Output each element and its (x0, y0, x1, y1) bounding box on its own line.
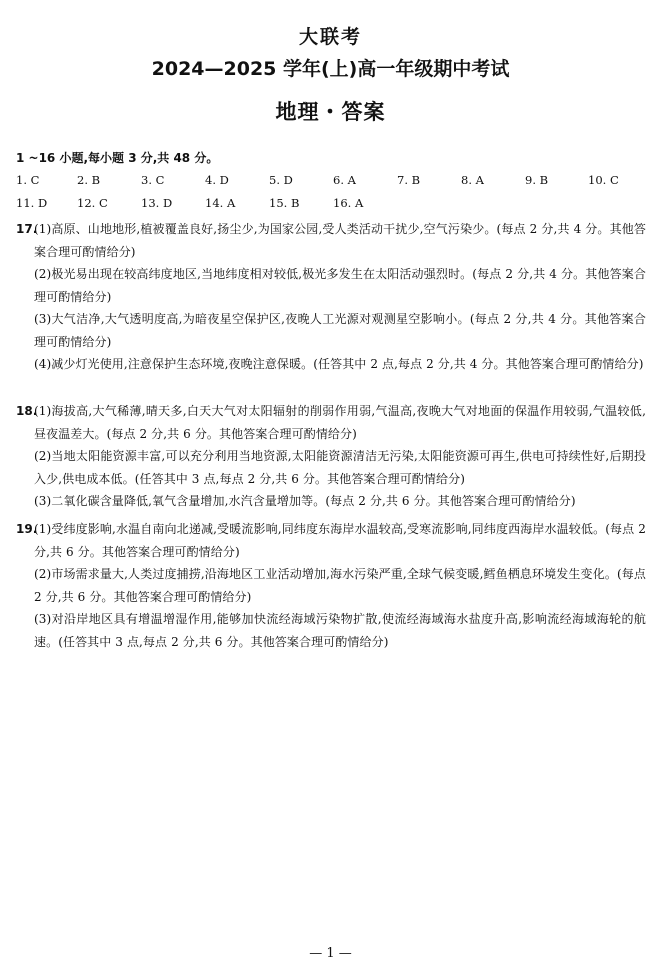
question-part: (4)减少灯光使用,注意保护生态环境,夜晚注意保暖。(任答其中 2 点,每点 2 分,共 4 分。其他答案合理可酌情给分) (34, 357, 644, 371)
answer-item: 10. C (588, 173, 619, 187)
question-part: (2)极光易出现在较高纬度地区,当地纬度相对较低,极光多发生在太阳活动强烈时。(每点 2 分,共 4 分。其他答案合理可酌情给分) (34, 267, 646, 304)
answer-item: 14. A (205, 196, 236, 210)
answer-item: 13. D (141, 196, 173, 210)
question-number: 18. (16, 404, 38, 418)
answer-item: 7. B (397, 173, 421, 187)
answer-item: 3. C (141, 173, 165, 187)
subject-title: 地理・答案 (275, 100, 386, 124)
answer-item: 16. A (333, 196, 364, 210)
exam-series-title: 大联考 (298, 26, 362, 48)
question-part: (3)大气洁净,大气透明度高,为暗夜星空保护区,夜晚人工光源对观测星空影响小。(每点 2 分,共 4 分。其他答案合理可酌情给分) (34, 312, 646, 349)
exam-title: 2024—2025 学年(上)高一年级期中考试 (151, 58, 510, 80)
answer-item: 11. D (16, 196, 48, 210)
question-19 (16, 518, 646, 653)
question-number: 17. (16, 222, 38, 236)
answer-item: 15. B (269, 196, 300, 210)
question-part: (1)高原、山地地形,植被覆盖良好,扬尘少,为国家公园,受人类活动干扰少,空气污染少。(每点 2 分,共 4 分。其他答案合理可酌情给分) (34, 222, 646, 259)
answer-item: 4. D (205, 173, 229, 187)
section-intro: 1 ~16 小题,每小题 3 分,共 48 分。 (16, 151, 219, 165)
question-part: (3)对沿岸地区具有增温增湿作用,能够加快流经海域污染物扩散,使流经海域海水盐度升高,影响流经海域海轮的航速。(任答其中 3 点,每点 2 分,共 6 分。其他答案合理可酌情给分) (34, 612, 646, 649)
question-part: (3)二氧化碳含量降低,氧气含量增加,水汽含量增加等。(每点 2 分,共 6 分。其他答案合理可酌情给分) (34, 494, 576, 508)
answer-item: 5. D (269, 173, 293, 187)
answer-item: 2. B (77, 173, 101, 187)
answer-item: 12. C (77, 196, 108, 210)
question-part: (1)受纬度影响,水温自南向北递减,受暖流影响,同纬度东海岸水温较高,受寒流影响,同纬度西海岸水温较低。(每点 2 分,共 6 分。其他答案合理可酌情给分) (34, 522, 646, 559)
answer-item: 8. A (461, 173, 484, 187)
question-part: (1)海拔高,大气稀薄,晴天多,白天大气对太阳辐射的削弱作用弱,气温高,夜晚大气对地面的保温作用较弱,气温较低,昼夜温差大。(每点 2 分,共 6 分。其他答案合理可酌情给分) (34, 404, 646, 441)
question-17 (16, 218, 646, 376)
answer-item: 6. A (333, 173, 356, 187)
page-number: — 1 — (309, 946, 352, 961)
question-18 (16, 400, 646, 513)
question-part: (2)当地太阳能资源丰富,可以充分利用当地资源,太阳能资源清洁无污染,太阳能资源可再生,供电可持续性好,后期投入少,供电成本低。(任答其中 3 点,每点 2 分,共 6 分。其他答案合理可酌情给分) (34, 449, 646, 486)
answer-item: 1. C (16, 173, 40, 187)
question-part: (2)市场需求量大,人类过度捕捞,沿海地区工业活动增加,海水污染严重,全球气候变暖,鳕鱼栖息环境发生变化。(每点 2 分,共 6 分。其他答案合理可酌情给分) (34, 567, 646, 604)
question-number: 19. (16, 522, 38, 536)
answer-item: 9. B (525, 173, 549, 187)
